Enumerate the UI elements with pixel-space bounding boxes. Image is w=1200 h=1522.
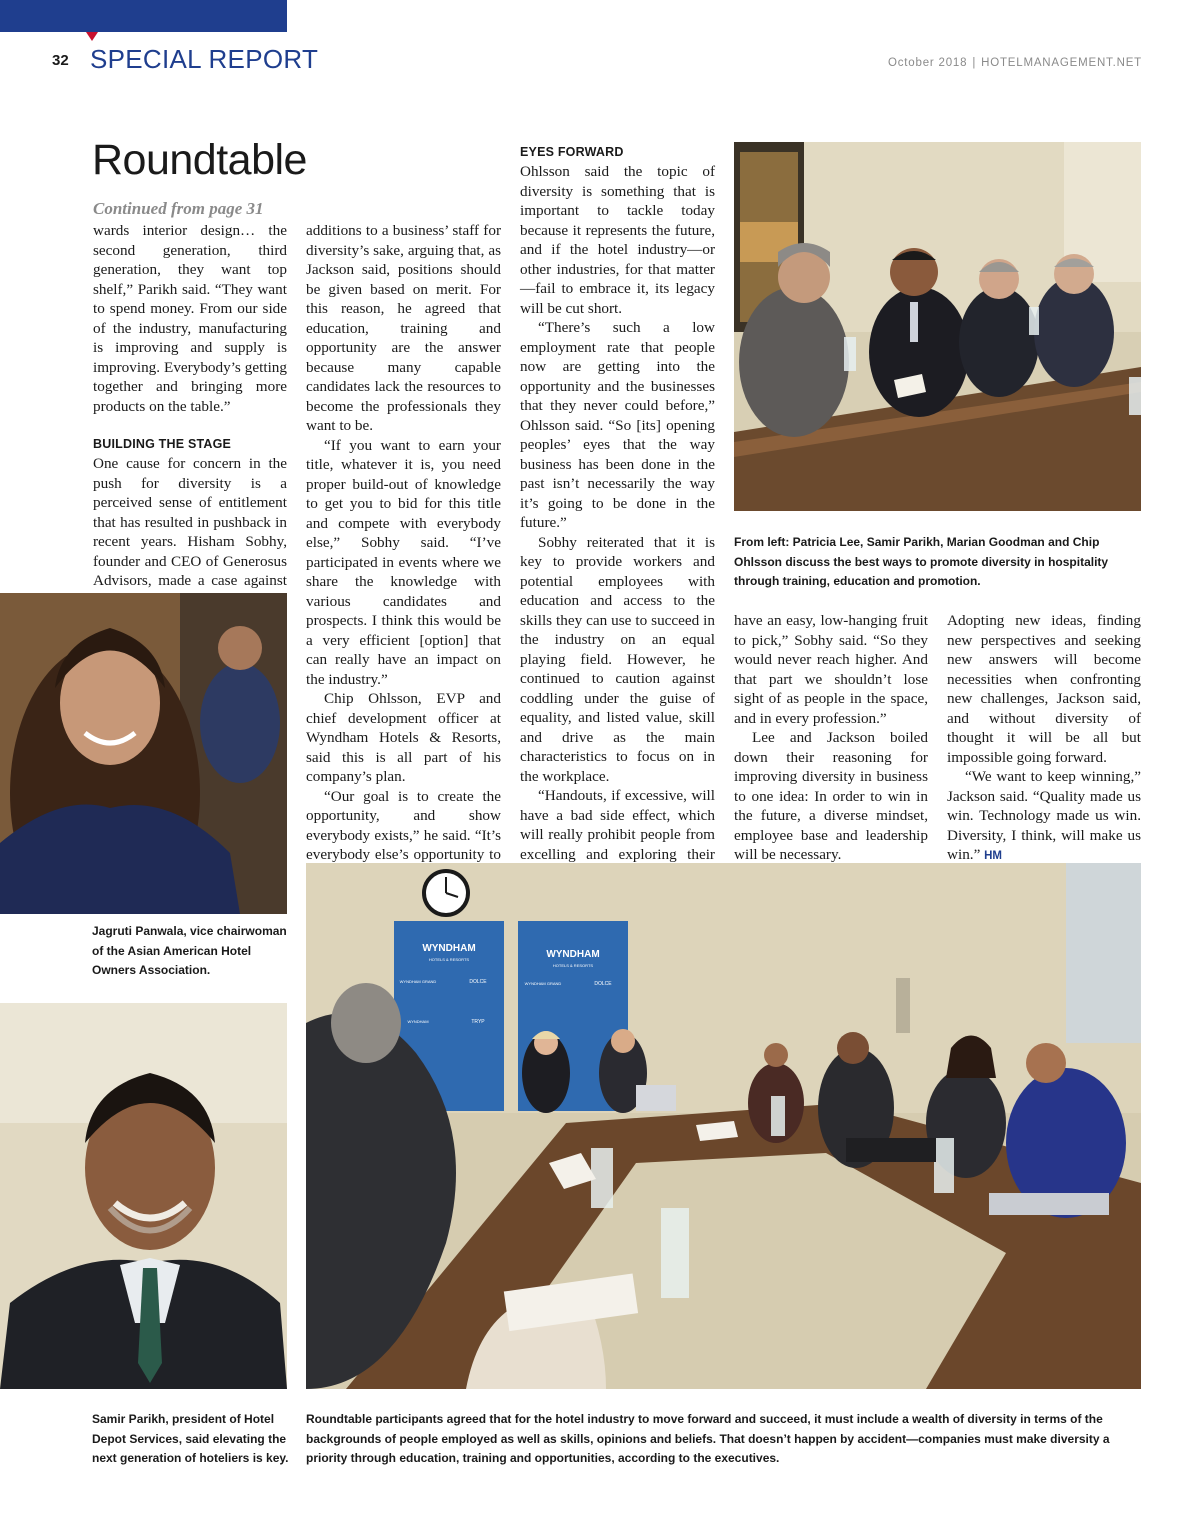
paragraph: additions to a business’ staff for diversity’s sake, arguing that, as Jackson said, positions should be given based on merit. For this reason, he agreed that education, training and opportunity are the answer because many capable candidates lack the resources to become the professionals they want to be. xyxy=(306,222,501,434)
caption-panelists: From left: Patricia Lee, Samir Parikh, Marian Goodman and Chip Ohlsson discuss the best ways to promote diversity in hospitality through training, education and promotion. xyxy=(734,535,1109,588)
panwala-portrait xyxy=(0,593,287,914)
header-separator: | xyxy=(972,57,977,69)
site-name[interactable]: HOTELMANAGEMENT.NET xyxy=(981,57,1142,69)
paragraph: “There’s such a low employment rate that people now are getting into the opportunity and the businesses that they never could before,” Ohlsson said. “So [its] opening peoples’ eyes that the way business has been done in the past isn’t necessarily the way it’s going to be done in the future.” xyxy=(520,319,715,531)
issue-date: October 2018 xyxy=(888,57,968,69)
banner-left-row1b: DOLCE xyxy=(469,979,487,985)
banner-left-sub: HOTELS & RESORTS xyxy=(428,957,470,962)
text-column-1 xyxy=(93,221,287,610)
closing-quote: “We want to keep winning,” Jackson said. “Quality made us win. Technology made us win. Diversity, I think, will make us win.” xyxy=(947,768,1141,863)
photo-jagruti-panwala xyxy=(0,593,287,914)
paragraph: Ohlsson said the topic of diversity is something that is important to tackle today because it represents the future, and if the hotel industry—or other industries, for that matter—fail to embrace it, its legacy will be cut short. xyxy=(520,163,715,317)
banner-left-row1a: WYNDHAM GRAND xyxy=(399,979,437,984)
paragraph: Sobhy reiterated that it is key to provide workers and potential employees with education and access to the skills they can use to succeed in the industry on an equal playing field. However, he continued to caution against coddling under the guise of equality, and listed value, skill and drive as the main characteristics to focus on in the workplace. xyxy=(520,533,715,785)
caption-panwala: Jagruti Panwala, vice chairwoman of the Asian American Hotel Owners Association. xyxy=(92,924,287,977)
roundtable-illustration xyxy=(306,863,1141,1389)
photo-samir-parikh xyxy=(0,1003,287,1389)
paragraph: One cause for concern in the push for diversity is a perceived sense of entitlement that has resulted in pushback in recent years. Hisham Sobhy, founder and CEO of Generosus Advisors, made a case against xyxy=(93,455,287,589)
banner-right-brand: WYNDHAM xyxy=(546,949,600,960)
banner-left-row2b: TRYP xyxy=(471,1019,485,1025)
paragraph xyxy=(947,767,1141,867)
caption-roundtable: Roundtable participants agreed that for the hotel industry to move forward and succeed, it must include a wealth of diversity in terms of the backgrounds of people employed as well as skills, opinions and beliefs. That doesn’t happen by accident—companies must make diversity a priority through education, training and opportunities, according to the executives. xyxy=(306,1412,1110,1465)
red-notch-icon xyxy=(86,32,98,41)
parikh-portrait xyxy=(0,1003,287,1389)
subheading-eyes-forward: EYES FORWARD xyxy=(520,145,624,159)
issue-info xyxy=(888,57,1142,69)
paragraph: Lee and Jackson boiled down their reasoning for improving diversity in business to one idea: In order to win in the future, a diverse mindset, employee base and leadership will be necessary. xyxy=(734,729,928,863)
paragraph: wards interior design… the second generation, third generation, they want top shelf,” Parikh said. “They want to spend money. From our side of the industry, manufacturing is improving and supply is improving. Everybody’s getting together and bringing more products on the table.” xyxy=(93,222,287,415)
paragraph: Adopting new ideas, finding new perspectives and seeking new answers will become necessities when confronting new challenges, Jackson said, and without diversity of thought it will be all but impossible going forward. xyxy=(947,612,1141,766)
banner-left-brand: WYNDHAM xyxy=(422,943,476,954)
continued-from: Continued from page 31 xyxy=(93,199,264,218)
paragraph: have an easy, low-hanging fruit to pick,” Sobhy said. “So they would never reach higher. And that part we shouldn’t lose sight of as people in the space, and in every profession.” xyxy=(734,612,928,727)
section-title: SPECIAL REPORT xyxy=(90,44,319,74)
banner-right-row1a: WYNDHAM GRAND xyxy=(524,981,562,986)
top-color-bar xyxy=(0,0,287,32)
text-column-5 xyxy=(947,611,1141,867)
banner-right-sub: HOTELS & RESORTS xyxy=(552,963,594,968)
article-title: Roundtable xyxy=(92,136,307,184)
text-column-2 xyxy=(306,221,501,904)
photo-roundtable-room xyxy=(306,863,1141,1389)
paragraph: Chip Ohlsson, EVP and chief development officer at Wyndham Hotels & Resorts, said this is all part of his company’s plan. xyxy=(306,690,501,785)
paragraph: “If you want to earn your title, whatever it is, you need proper build-out of knowledge to get you to bid for this title and compete with everybody else,” Sobhy said. “I’ve participated in events where we share the knowledge with various candidates and prospects. I think this would be a very efficient [option] that can really have an impact on the industry.” xyxy=(306,436,501,688)
paragraph: “Our goal is to create the opportunity, and show everybody exists,” he said. “It’s everybody else’s opportunity to xyxy=(306,787,501,863)
hm-signoff-icon: HM xyxy=(984,850,1003,862)
caption-parikh: Samir Parikh, president of Hotel Depot Services, said elevating the next generation of hoteliers is key. xyxy=(92,1412,289,1465)
text-column-4 xyxy=(734,611,928,865)
banner-right-row1b: DOLCE xyxy=(594,981,612,987)
panelists-illustration xyxy=(734,142,1141,511)
subheading-building-the-stage: BUILDING THE STAGE xyxy=(93,437,232,451)
photo-panelists xyxy=(734,142,1141,511)
page-number: 32 xyxy=(52,52,69,69)
paragraph: “Handouts, if excessive, will have a bad side effect, which will really prohibit people from excelling and exploring their xyxy=(520,787,715,863)
banner-left-row2a: WYNDHAM xyxy=(407,1019,429,1024)
text-column-3 xyxy=(520,143,715,903)
